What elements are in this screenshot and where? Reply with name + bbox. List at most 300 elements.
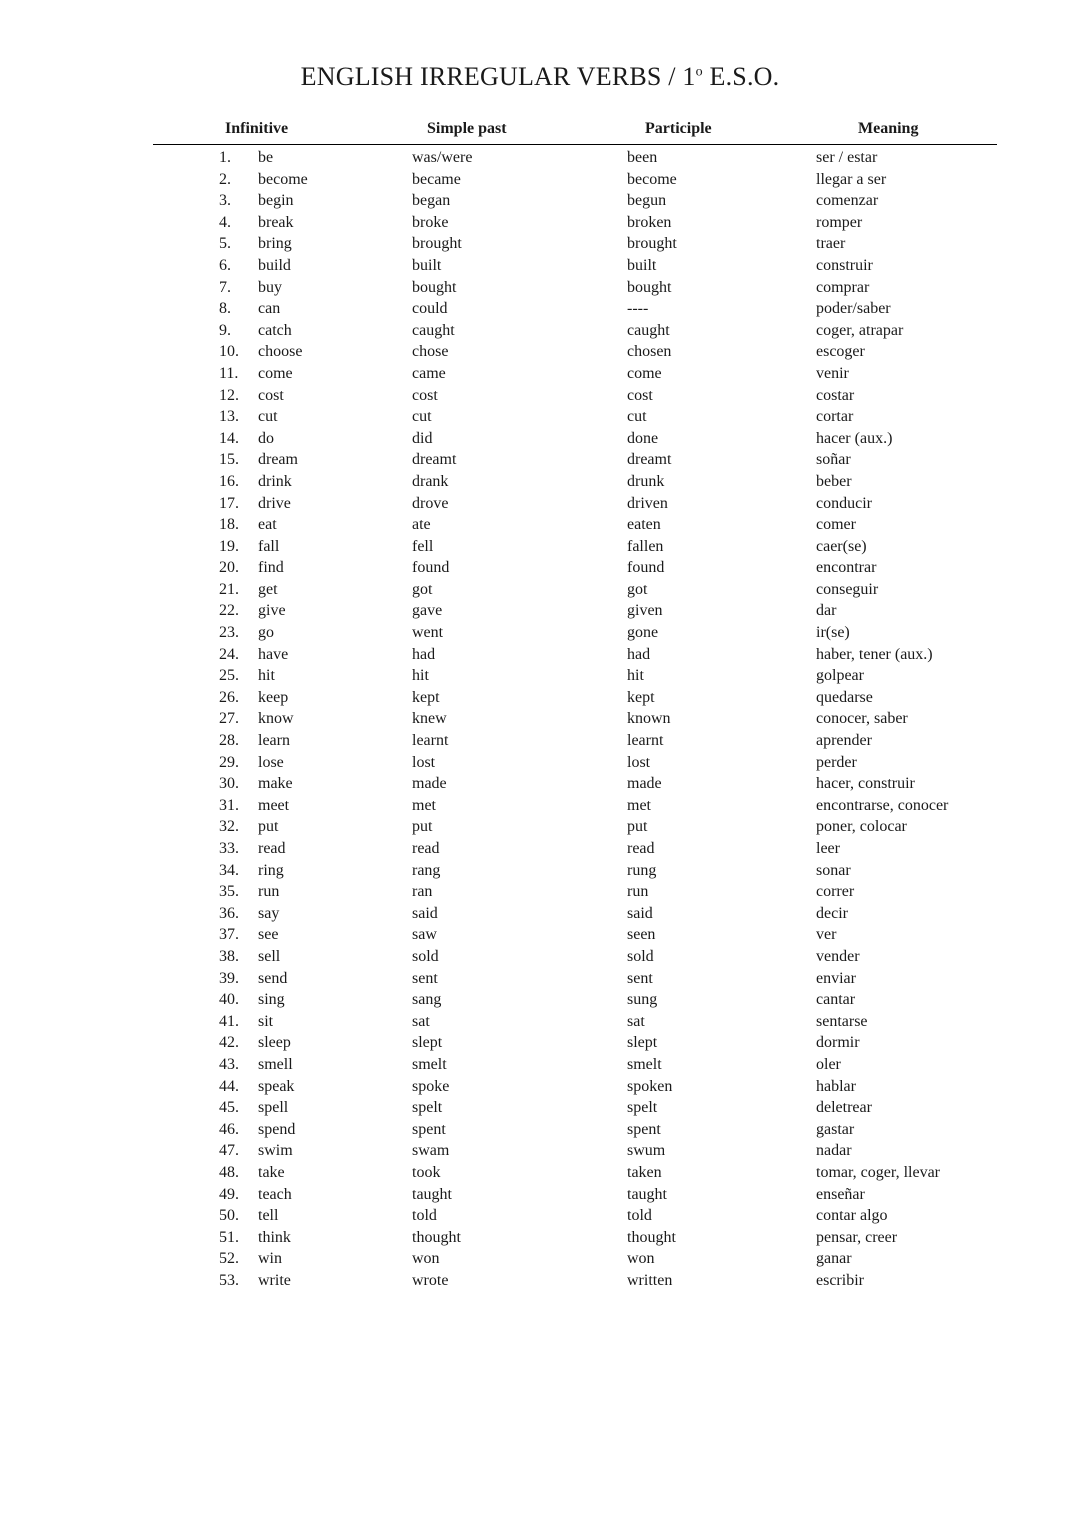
simple-past-cell: rang (412, 861, 441, 879)
meaning-cell: dar (816, 602, 837, 620)
participle-cell: put (627, 818, 648, 836)
table-row (0, 1185, 1080, 1207)
participle-cell: bought (627, 278, 672, 296)
row-number: 50. (219, 1207, 239, 1225)
table-row (0, 688, 1080, 710)
meaning-cell: ir(se) (816, 624, 850, 642)
row-number: 20. (219, 559, 239, 577)
participle-cell: smelt (627, 1055, 662, 1073)
simple-past-cell: said (412, 904, 438, 922)
simple-past-cell: could (412, 300, 448, 318)
infinitive-cell: cost (258, 386, 284, 404)
meaning-cell: ganar (816, 1250, 852, 1268)
meaning-cell: comprar (816, 278, 870, 296)
row-number: 2. (219, 170, 231, 188)
row-number: 12. (219, 386, 239, 404)
participle-cell: ---- (627, 300, 649, 318)
simple-past-cell: dreamt (412, 451, 457, 469)
title-text: ENGLISH IRREGULAR VERBS / 1 (300, 62, 696, 91)
simple-past-cell: had (412, 645, 436, 663)
infinitive-cell: eat (258, 516, 277, 534)
table-row (0, 256, 1080, 278)
row-number: 3. (219, 192, 231, 210)
participle-cell: known (627, 710, 671, 728)
table-row (0, 882, 1080, 904)
row-number: 4. (219, 213, 231, 231)
meaning-cell: conocer, saber (816, 710, 908, 728)
meaning-cell: gastar (816, 1120, 855, 1138)
table-row (0, 645, 1080, 667)
simple-past-cell: became (412, 170, 461, 188)
table-row (0, 364, 1080, 386)
infinitive-cell: win (258, 1250, 282, 1268)
table-row (0, 299, 1080, 321)
table-row (0, 1163, 1080, 1185)
simple-past-cell: found (412, 559, 450, 577)
participle-cell: hit (627, 667, 644, 685)
table-row (0, 1012, 1080, 1034)
row-number: 22. (219, 602, 239, 620)
participle-cell: had (627, 645, 651, 663)
infinitive-cell: build (258, 256, 291, 274)
meaning-cell: hablar (816, 1077, 856, 1095)
participle-cell: built (627, 256, 657, 274)
infinitive-cell: come (258, 364, 293, 382)
table-row (0, 537, 1080, 559)
infinitive-cell: think (258, 1228, 291, 1246)
infinitive-cell: sell (258, 947, 281, 965)
infinitive-cell: hit (258, 667, 275, 685)
meaning-cell: hacer, construir (816, 775, 915, 793)
participle-cell: cut (627, 408, 647, 426)
infinitive-cell: speak (258, 1077, 295, 1095)
participle-cell: told (627, 1207, 652, 1225)
simple-past-cell: cost (412, 386, 438, 404)
participle-cell: run (627, 883, 649, 901)
infinitive-cell: sit (258, 1012, 274, 1030)
participle-cell: lost (627, 753, 651, 771)
row-number: 7. (219, 278, 231, 296)
table-row (0, 861, 1080, 883)
simple-past-cell: began (412, 192, 451, 210)
participle-cell: caught (627, 321, 670, 339)
simple-past-cell: won (412, 1250, 440, 1268)
participle-cell: driven (627, 494, 668, 512)
meaning-cell: soñar (816, 451, 851, 469)
infinitive-cell: give (258, 602, 286, 620)
table-header (0, 120, 1080, 142)
table-row (0, 666, 1080, 688)
row-number: 18. (219, 516, 239, 534)
table-row (0, 904, 1080, 926)
column-header-meaning: Meaning (858, 120, 919, 137)
meaning-cell: venir (816, 364, 849, 382)
table-row (0, 1055, 1080, 1077)
meaning-cell: hacer (aux.) (816, 429, 893, 447)
simple-past-cell: spelt (412, 1099, 443, 1117)
meaning-cell: nadar (816, 1142, 852, 1160)
infinitive-cell: say (258, 904, 280, 922)
simple-past-cell: ran (412, 883, 433, 901)
row-number: 43. (219, 1055, 239, 1073)
meaning-cell: decir (816, 904, 848, 922)
simple-past-cell: went (412, 624, 444, 642)
infinitive-cell: have (258, 645, 289, 663)
simple-past-cell: thought (412, 1228, 461, 1246)
participle-cell: sat (627, 1012, 645, 1030)
table-row (0, 494, 1080, 516)
participle-cell: read (627, 840, 655, 857)
simple-past-cell: swam (412, 1142, 450, 1160)
column-header-simple-past: Simple past (427, 120, 507, 137)
participle-cell: come (627, 364, 662, 382)
meaning-cell: conducir (816, 494, 872, 512)
row-number: 16. (219, 472, 239, 490)
meaning-cell: aprender (816, 732, 872, 750)
participle-cell: taught (627, 1185, 667, 1203)
meaning-cell: poder/saber (816, 300, 891, 318)
table-row (0, 278, 1080, 300)
infinitive-cell: sing (258, 991, 285, 1009)
infinitive-cell: spend (258, 1120, 296, 1138)
infinitive-cell: know (258, 710, 294, 728)
infinitive-cell: run (258, 883, 280, 901)
infinitive-cell: be (258, 149, 274, 166)
row-number: 32. (219, 818, 239, 836)
participle-cell: begun (627, 192, 667, 210)
infinitive-cell: read (258, 840, 286, 857)
infinitive-cell: swim (258, 1142, 293, 1160)
participle-cell: spelt (627, 1099, 658, 1117)
table-row (0, 191, 1080, 213)
meaning-cell: comer (816, 516, 856, 534)
row-number: 26. (219, 688, 239, 706)
infinitive-cell: ring (258, 861, 284, 879)
meaning-cell: pensar, creer (816, 1228, 898, 1246)
participle-cell: swum (627, 1142, 666, 1160)
row-number: 10. (219, 343, 239, 361)
meaning-cell: llegar a ser (816, 170, 887, 188)
simple-past-cell: taught (412, 1185, 452, 1203)
table-row (0, 839, 1080, 861)
row-number: 19. (219, 537, 239, 555)
table-row (0, 1206, 1080, 1228)
row-number: 14. (219, 429, 239, 447)
infinitive-cell: take (258, 1163, 285, 1181)
infinitive-cell: put (258, 818, 279, 836)
participle-cell: met (627, 796, 651, 814)
row-number: 35. (219, 883, 239, 901)
row-number: 8. (219, 300, 231, 318)
simple-past-cell: sang (412, 991, 442, 1009)
infinitive-cell: can (258, 300, 281, 318)
meaning-cell: sentarse (816, 1012, 868, 1030)
simple-past-cell: caught (412, 321, 455, 339)
meaning-cell: encontrarse, conocer (816, 796, 949, 814)
row-number: 30. (219, 775, 239, 793)
meaning-cell: beber (816, 472, 852, 490)
row-number: 17. (219, 494, 239, 512)
table-row (0, 515, 1080, 537)
simple-past-cell: took (412, 1163, 441, 1181)
row-number: 49. (219, 1185, 239, 1203)
title-course: E.S.O. (702, 62, 780, 91)
participle-cell: thought (627, 1228, 676, 1246)
participle-cell: taken (627, 1163, 662, 1181)
infinitive-cell: smell (258, 1055, 293, 1073)
participle-cell: become (627, 170, 677, 188)
participle-cell: said (627, 904, 653, 922)
meaning-cell: construir (816, 256, 873, 274)
row-number: 51. (219, 1228, 239, 1246)
infinitive-cell: bring (258, 235, 292, 253)
table-row (0, 148, 1080, 170)
row-number: 38. (219, 947, 239, 965)
participle-cell: eaten (627, 516, 661, 534)
meaning-cell: oler (816, 1055, 841, 1073)
meaning-cell: golpear (816, 667, 864, 685)
meaning-cell: coger, atrapar (816, 321, 904, 339)
infinitive-cell: meet (258, 796, 290, 814)
infinitive-cell: drink (258, 472, 292, 490)
simple-past-cell: slept (412, 1034, 443, 1052)
meaning-cell: perder (816, 753, 857, 771)
row-number: 27. (219, 710, 239, 728)
infinitive-cell: go (258, 624, 274, 642)
participle-cell: made (627, 775, 662, 793)
meaning-cell: escoger (816, 343, 865, 361)
participle-cell: rung (627, 861, 657, 879)
participle-cell: spent (627, 1120, 661, 1138)
infinitive-cell: begin (258, 192, 294, 210)
simple-past-cell: told (412, 1207, 437, 1225)
table-row (0, 601, 1080, 623)
table-row (0, 990, 1080, 1012)
infinitive-cell: choose (258, 343, 303, 361)
infinitive-cell: learn (258, 732, 290, 750)
simple-past-cell: cut (412, 408, 432, 426)
table-row (0, 407, 1080, 429)
row-number: 39. (219, 969, 239, 987)
table-row (0, 925, 1080, 947)
row-number: 42. (219, 1034, 239, 1052)
row-number: 45. (219, 1099, 239, 1117)
table-row (0, 1120, 1080, 1142)
column-header-participle: Participle (645, 120, 712, 137)
row-number: 47. (219, 1142, 239, 1160)
meaning-cell: correr (816, 883, 855, 901)
infinitive-cell: do (258, 429, 274, 447)
infinitive-cell: cut (258, 408, 278, 426)
simple-past-cell: learnt (412, 732, 449, 750)
table-row (0, 580, 1080, 602)
participle-cell: sent (627, 969, 653, 987)
column-header-infinitive: Infinitive (225, 120, 289, 137)
simple-past-cell: sold (412, 947, 439, 965)
table-row (0, 321, 1080, 343)
row-number: 44. (219, 1077, 239, 1095)
meaning-cell: haber, tener (aux.) (816, 645, 933, 663)
simple-past-cell: sent (412, 969, 438, 987)
participle-cell: learnt (627, 732, 664, 750)
participle-cell: given (627, 602, 663, 620)
row-number: 31. (219, 796, 239, 814)
row-number: 46. (219, 1120, 239, 1138)
table-row (0, 709, 1080, 731)
meaning-cell: traer (816, 235, 846, 253)
title-ordinal: o (695, 64, 703, 80)
table-row (0, 1228, 1080, 1250)
infinitive-cell: become (258, 170, 308, 188)
participle-cell: won (627, 1250, 655, 1268)
infinitive-cell: send (258, 969, 288, 987)
infinitive-cell: write (258, 1271, 291, 1289)
infinitive-cell: find (258, 559, 284, 577)
participle-cell: fallen (627, 537, 664, 555)
table-row (0, 1098, 1080, 1120)
meaning-cell: ser / estar (816, 149, 878, 166)
simple-past-cell: built (412, 256, 442, 274)
row-number: 9. (219, 321, 231, 339)
simple-past-cell: bought (412, 278, 457, 296)
participle-cell: spoken (627, 1077, 673, 1095)
table-row (0, 796, 1080, 818)
meaning-cell: enseñar (816, 1185, 865, 1203)
meaning-cell: leer (816, 840, 840, 857)
table-row (0, 1271, 1080, 1293)
simple-past-cell: wrote (412, 1271, 449, 1289)
meaning-cell: quedarse (816, 688, 873, 706)
table-row (0, 170, 1080, 192)
simple-past-cell: put (412, 818, 433, 836)
row-number: 28. (219, 732, 239, 750)
simple-past-cell: sat (412, 1012, 430, 1030)
participle-cell: found (627, 559, 665, 577)
table-row (0, 558, 1080, 580)
row-number: 40. (219, 991, 239, 1009)
participle-cell: sold (627, 947, 654, 965)
meaning-cell: enviar (816, 969, 856, 987)
participle-cell: chosen (627, 343, 672, 361)
infinitive-cell: sleep (258, 1034, 291, 1052)
table-row (0, 817, 1080, 839)
simple-past-cell: got (412, 580, 433, 598)
table-row (0, 1141, 1080, 1163)
row-number: 36. (219, 904, 239, 922)
participle-cell: sung (627, 991, 658, 1009)
row-number: 23. (219, 624, 239, 642)
meaning-cell: cantar (816, 991, 856, 1009)
row-number: 15. (219, 451, 239, 469)
row-number: 5. (219, 235, 231, 253)
meaning-cell: cortar (816, 408, 854, 426)
row-number: 13. (219, 408, 239, 426)
simple-past-cell: saw (412, 926, 437, 944)
infinitive-cell: catch (258, 321, 292, 339)
infinitive-cell: lose (258, 753, 284, 771)
infinitive-cell: spell (258, 1099, 289, 1117)
simple-past-cell: chose (412, 343, 449, 361)
verb-table (0, 148, 1080, 1292)
infinitive-cell: keep (258, 688, 289, 706)
table-row (0, 947, 1080, 969)
participle-cell: gone (627, 624, 659, 642)
table-row (0, 774, 1080, 796)
simple-past-cell: brought (412, 235, 462, 253)
simple-past-cell: spoke (412, 1077, 450, 1095)
table-row (0, 731, 1080, 753)
row-number: 53. (219, 1271, 239, 1289)
simple-past-cell: hit (412, 667, 429, 685)
row-number: 21. (219, 580, 239, 598)
row-number: 33. (219, 840, 239, 857)
table-row (0, 969, 1080, 991)
meaning-cell: encontrar (816, 559, 877, 577)
page-title (0, 62, 1080, 92)
participle-cell: drunk (627, 472, 665, 490)
simple-past-cell: kept (412, 688, 440, 706)
participle-cell: brought (627, 235, 677, 253)
simple-past-cell: drank (412, 472, 449, 490)
infinitive-cell: buy (258, 278, 282, 296)
infinitive-cell: dream (258, 451, 298, 469)
participle-cell: slept (627, 1034, 658, 1052)
participle-cell: kept (627, 688, 655, 706)
participle-cell: done (627, 429, 659, 447)
row-number: 41. (219, 1012, 239, 1030)
table-row (0, 623, 1080, 645)
row-number: 37. (219, 926, 239, 944)
simple-past-cell: did (412, 429, 433, 447)
table-row (0, 386, 1080, 408)
table-row (0, 1249, 1080, 1271)
participle-cell: dreamt (627, 451, 672, 469)
table-row (0, 342, 1080, 364)
participle-cell: got (627, 580, 648, 598)
meaning-cell: costar (816, 386, 855, 404)
infinitive-cell: teach (258, 1185, 292, 1203)
participle-cell: seen (627, 926, 656, 944)
infinitive-cell: see (258, 926, 279, 944)
table-row (0, 1077, 1080, 1099)
meaning-cell: contar algo (816, 1207, 888, 1225)
simple-past-cell: made (412, 775, 447, 793)
row-number: 1. (219, 149, 231, 166)
table-row (0, 472, 1080, 494)
table-row (0, 753, 1080, 775)
meaning-cell: dormir (816, 1034, 860, 1052)
meaning-cell: conseguir (816, 580, 879, 598)
infinitive-cell: make (258, 775, 293, 793)
infinitive-cell: get (258, 580, 278, 598)
simple-past-cell: ate (412, 516, 431, 534)
row-number: 52. (219, 1250, 239, 1268)
table-row (0, 213, 1080, 235)
simple-past-cell: was/were (412, 149, 473, 166)
simple-past-cell: met (412, 796, 436, 814)
table-row (0, 429, 1080, 451)
row-number: 29. (219, 753, 239, 771)
participle-cell: cost (627, 386, 653, 404)
row-number: 6. (219, 256, 231, 274)
simple-past-cell: drove (412, 494, 449, 512)
simple-past-cell: read (412, 840, 440, 857)
participle-cell: broken (627, 213, 672, 231)
infinitive-cell: drive (258, 494, 291, 512)
simple-past-cell: came (412, 364, 446, 382)
row-number: 34. (219, 861, 239, 879)
simple-past-cell: spent (412, 1120, 446, 1138)
